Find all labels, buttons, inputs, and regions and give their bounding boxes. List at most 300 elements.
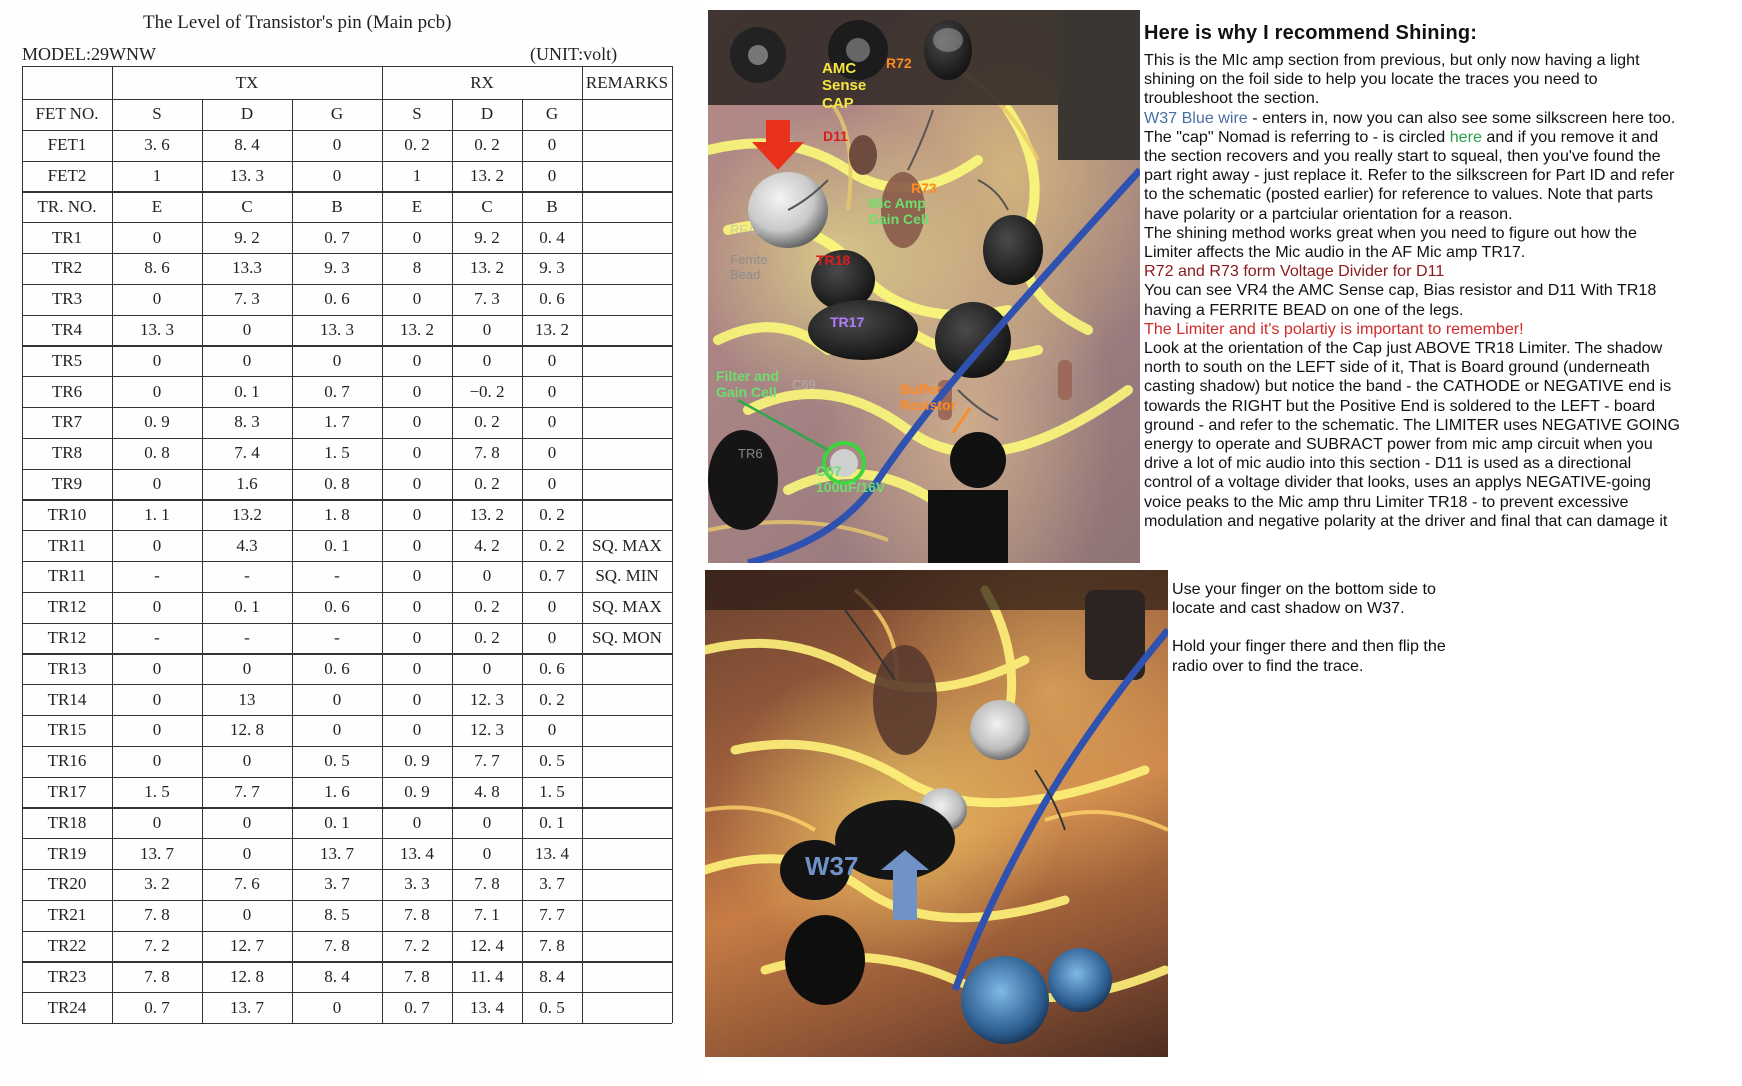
voltage-cell: 7. 2 [144,935,170,955]
corner-cell [22,66,112,99]
voltage-cell: 0. 2 [474,135,500,155]
row-label-cell: TR12 [47,597,87,617]
remarks-cell [582,715,672,746]
voltage-cell: 1 [152,165,162,185]
voltage-cell: 0 [482,843,492,863]
finger-note-line: Hold your finger there and then flip the [1172,637,1446,656]
article-line-w37: W37 Blue wire - enters in, now you can also see some silkscreen here too. [1144,108,1676,127]
row-label-cell: TR20 [47,874,87,894]
voltage-cell: 1 [412,165,422,185]
voltage-cell: 13. 2 [400,319,434,339]
voltage-cell: 13. 3 [320,319,354,339]
voltage-cell: 0 [482,319,492,339]
table-rule [112,66,113,1023]
voltage-cell: 0 [152,289,162,309]
table-rule [22,992,672,993]
voltage-cell: B [546,196,558,216]
row-label-cell: TR4 [51,319,83,339]
voltage-cell: 0 [412,381,422,401]
label-d11: D11 [823,128,848,144]
voltage-cell: E [411,196,423,216]
table-rule [22,838,672,839]
voltage-cell: 3. 6 [144,135,170,155]
voltage-cell: 3. 3 [404,874,430,894]
voltage-cell: 0. 5 [539,997,565,1017]
article-line: north to south on the LEFT side of it, That is Board ground (underneath [1144,358,1650,377]
voltage-cell: 13. 2 [470,504,504,524]
label-ferrite-bead: Ferrite Bead [730,252,768,282]
voltage-cell: 0 [482,566,492,586]
article-line: have polarity or a partciular orientation for a reason. [1144,204,1513,223]
table-rule [22,684,672,685]
table-rule [22,66,23,1023]
voltage-cell: 8. 4 [324,966,350,986]
voltage-cell: 12. 7 [230,935,264,955]
article-line: Look at the orientation of the Cap just ABOVE TR18 Limiter. The shadow [1144,339,1663,358]
voltage-cell: 0. 8 [324,473,350,493]
remarks-cell [582,992,672,1023]
voltage-cell: 0 [547,165,557,185]
voltage-cell: 7. 8 [324,935,350,955]
voltage-cell: 0 [412,720,422,740]
voltage-cell: - [244,566,250,586]
pcb-photo-top [708,10,1140,563]
silk-c69: C69 [792,377,816,392]
voltage-cell: 0 [152,658,162,678]
article-line: troubleshoot the section. [1144,89,1320,108]
article-line: You can see VR4 the AMC Sense cap, Bias resistor and D11 With TR18 [1144,281,1657,300]
article-heading: Here is why I recommend Shining: [1144,22,1478,44]
voltage-cell: 7. 1 [474,905,500,925]
voltage-cell: G [330,104,344,124]
voltage-cell: 7. 4 [234,443,260,463]
finger-note-line: locate and cast shadow on W37. [1172,599,1405,618]
voltage-cell: 0 [412,812,422,832]
row-label-cell: TR2 [51,258,83,278]
voltage-cell: 0. 7 [539,566,565,586]
voltage-cell: 13 [238,689,256,709]
sheet-unit: (UNIT:volt) [530,44,618,64]
article-text [1144,22,1736,531]
label-w37: W37 [805,851,859,881]
voltage-cell: 13.2 [232,504,262,524]
voltage-cell: 8. 4 [539,966,565,986]
table-rule [522,99,523,1023]
remarks-cell [582,345,672,376]
voltage-cell: 7. 2 [404,935,430,955]
voltage-cell: - [334,566,340,586]
voltage-cell: 0 [412,350,422,370]
voltage-cell: 1. 6 [324,781,350,801]
voltage-cell: 0 [547,443,557,463]
row-label-cell: TR6 [51,381,83,401]
table-rule [22,1023,672,1024]
voltage-cell: 0 [152,812,162,832]
voltage-cell: S [412,104,422,124]
voltage-cell: 0 [152,689,162,709]
voltage-cell: 0 [547,135,557,155]
voltage-cell: 1. 8 [324,504,350,524]
table-rule [22,130,672,131]
voltage-cell: 9. 2 [234,227,260,247]
label-r73: R73 [911,180,937,196]
voltage-cell: 0. 6 [324,658,350,678]
remarks-cell [582,222,672,253]
voltage-cell: 12. 3 [470,689,504,709]
remarks-cell: SQ. MAX [592,597,662,617]
table-rule [202,99,203,1023]
voltage-cell: 13. 3 [140,319,174,339]
voltage-cell: 7. 3 [234,289,260,309]
voltage-cell: 1. 5 [539,781,565,801]
voltage-cell: 8. 6 [144,258,170,278]
voltage-cell: 0. 7 [404,997,430,1017]
remarks-cell [582,777,672,808]
voltage-cell: 0 [242,843,252,863]
voltage-cell: 0. 9 [404,751,430,771]
voltage-cell: - [244,627,250,647]
voltage-cell: 12. 8 [230,720,264,740]
voltage-cell: 0 [412,627,422,647]
table-rule [22,222,672,223]
voltage-cell: 0 [412,504,422,524]
row-label-cell: FET NO. [35,104,99,124]
voltage-cell: 7. 8 [144,966,170,986]
table-rule [22,438,672,439]
remarks-cell [582,253,672,284]
voltage-cell: 0 [152,381,162,401]
table-rule [582,66,583,1023]
table-rule [22,66,672,67]
voltage-cell: −0. 2 [469,381,505,401]
table-rule [22,592,672,593]
label-buffer-resistor: Buffer Resistor [900,381,957,414]
remarks-cell [582,900,672,931]
voltage-cell: 7. 3 [474,289,500,309]
table-rule [22,653,672,654]
voltage-cell: 0. 1 [539,812,565,832]
voltage-cell: 0 [412,689,422,709]
voltage-cell: 9. 3 [324,258,350,278]
voltage-cell: 0 [152,535,162,555]
row-label-cell: TR10 [47,504,87,524]
voltage-cell: 0 [242,905,252,925]
voltage-cell: 0 [412,597,422,617]
voltage-cell: 0 [547,597,557,617]
voltage-cell: 0 [242,319,252,339]
voltage-cell: - [154,627,160,647]
voltage-cell: 12. 4 [470,935,504,955]
remarks-cell [582,653,672,684]
voltage-cell: 0 [332,350,342,370]
label-tr17: TR17 [830,314,865,330]
voltage-cell: 0. 9 [404,781,430,801]
row-label-cell: TR11 [47,566,87,586]
voltage-cell: 7. 7 [234,781,260,801]
voltage-cell: 13.3 [232,258,262,278]
voltage-cell: 0. 4 [539,227,565,247]
voltage-cell: 12. 3 [470,720,504,740]
remarks-cell [582,469,672,500]
table-rule [22,807,672,808]
table-rule [22,376,672,377]
label-amc-sense-cap: AMC Sense CAP [822,60,867,112]
remarks-cell [582,931,672,962]
table-rule [22,715,672,716]
voltage-cell: 3. 7 [324,874,350,894]
row-label-cell: TR15 [47,720,87,740]
remarks-cell: SQ. MON [592,627,662,647]
voltage-cell: 7. 7 [539,905,565,925]
voltage-cell: 7. 8 [404,905,430,925]
remarks-cell [582,961,672,992]
remarks-cell [582,746,672,777]
finger-note-line: radio over to find the trace. [1172,656,1364,675]
table-rule [22,530,672,531]
table-rule [22,99,672,100]
voltage-cell: 0. 5 [539,751,565,771]
label-r72: R72 [886,55,912,71]
row-label-cell: TR14 [47,689,87,709]
voltage-cell: 0 [547,412,557,432]
table-rule [22,499,672,500]
rx-header: RX [470,72,494,92]
article-line: energy to operate and SUBRACT power from mic amp circuit when you [1144,435,1653,454]
table-rule [22,777,672,778]
voltage-cell: 0 [412,443,422,463]
voltage-cell: 1. 5 [144,781,170,801]
row-label-cell: TR21 [47,905,87,925]
voltage-cell: 0. 2 [474,412,500,432]
remarks-cell [582,315,672,346]
voltage-cell: 0 [412,412,422,432]
row-label-cell: TR13 [47,658,87,678]
voltage-cell: 0. 6 [539,289,565,309]
row-label-cell: TR. NO. [37,196,97,216]
remarks-cell [582,376,672,407]
voltage-cell: 0 [482,812,492,832]
voltage-cell: 13. 7 [320,843,354,863]
table-rule [292,99,293,1023]
row-label-cell: TR18 [47,812,87,832]
voltage-cell: 0 [547,381,557,401]
voltage-cell: 0 [412,227,422,247]
article-line: voice peaks to the Mic amp thru Limiter TR18 - to prevent excessive [1144,492,1629,511]
voltage-cell: G [545,104,559,124]
voltage-cell: 0 [332,689,342,709]
voltage-cell: S [152,104,162,124]
article-line: ground - and refer to the schematic. The LIMITER uses NEGATIVE GOING [1144,415,1681,434]
table-rule [22,623,672,624]
table-rule [452,99,453,1023]
table-rule [22,345,672,346]
voltage-cell: 13. 4 [470,997,504,1017]
voltage-cell: 0. 1 [324,535,350,555]
voltage-cell: 0 [242,751,252,771]
remarks-cell [582,838,672,869]
voltage-cell: 0 [412,658,422,678]
voltage-cell: 0. 2 [474,473,500,493]
finger-note [1172,580,1446,676]
tx-header: TX [235,72,259,92]
voltage-cell: 8. 5 [324,905,350,925]
table-rule [22,931,672,932]
finger-note-spacer [1172,618,1446,637]
voltage-cell: 9. 2 [474,227,500,247]
voltage-cell: 0. 7 [324,227,350,247]
row-label-cell: FET1 [47,135,87,155]
sheet-title: The Level of Transistor's pin (Main pcb) [143,12,452,33]
table-rule [22,253,672,254]
voltage-cell: 13. 4 [535,843,569,863]
voltage-cell: 1. 1 [144,504,170,524]
voltage-cell: 0. 9 [144,412,170,432]
voltage-cell: 0. 2 [404,135,430,155]
label-tr18: TR18 [816,252,851,268]
row-label-cell: TR9 [51,473,83,493]
voltage-cell: 8. 4 [234,135,260,155]
remarks-cell [582,499,672,530]
voltage-cell: 0 [547,720,557,740]
article-line: Limiter affects the Mic audio in the AF Mic amp TR17. [1144,243,1526,262]
voltage-cell: 0. 6 [324,289,350,309]
finger-note-line: Use your finger on the bottom side to [1172,580,1436,598]
voltage-cell: 7. 8 [539,935,565,955]
pcb-photo-bottom [705,570,1168,1057]
row-label-cell: TR16 [47,751,87,771]
pcb-photo-bottom-art [705,570,1168,1057]
article-line: drive a lot of mic audio into this section - D11 is used as a directional [1144,454,1632,473]
table-rule [22,869,672,870]
voltage-cell: 8 [412,258,422,278]
voltage-cell: 4. 8 [474,781,500,801]
voltage-cell: 7. 8 [474,874,500,894]
voltage-cell: 13. 2 [470,258,504,278]
article-line: part right away - just replace it. Refer to the silkscreen for Part ID and refer [1144,166,1675,185]
voltage-cell: 0. 2 [474,597,500,617]
row-label-cell: TR22 [47,935,87,955]
voltage-cell: 11. 4 [470,966,504,986]
voltage-cell: 7. 6 [234,874,260,894]
voltage-cell: 4. 2 [474,535,500,555]
voltage-cell: 0. 2 [539,689,565,709]
voltage-cell: 0 [152,720,162,740]
article-line: towards the RIGHT but the Positive End is soldered to the LEFT - board [1144,396,1656,415]
table-rule [22,284,672,285]
voltage-cell: 13. 7 [140,843,174,863]
voltage-cell: 0 [482,658,492,678]
voltage-cell: 7. 8 [474,443,500,463]
voltage-divider-note: R72 and R73 form Voltage Divider for D11 [1144,262,1445,281]
voltage-table-sheet [0,0,700,1086]
remarks-cell [582,407,672,438]
article-line: casting shadow) but notice the band - the CATHODE or NEGATIVE end is [1144,377,1672,396]
article-line-cap: The "cap" Nomad is referring to - is circled here and if you remove it and [1144,127,1659,146]
voltage-cell: 4.3 [236,535,258,555]
row-label-cell: TR8 [51,443,83,463]
article-line: having a FERRITE BEAD on one of the legs. [1144,300,1464,319]
voltage-cell: 7. 7 [474,751,500,771]
voltage-cell: 0 [332,720,342,740]
remarks-cell: SQ. MIN [595,566,659,586]
voltage-cell: 0 [412,473,422,493]
remarks-cell [582,284,672,315]
voltage-cell: 3. 2 [144,874,170,894]
voltage-cell: B [331,196,343,216]
remarks-header: REMARKS [585,72,669,92]
article-line: modulation and negative polarity at the driver and final that can damage it [1144,511,1668,530]
label-c67: C67 100uF/16V [816,463,886,496]
sheet-model: MODEL:29WNW [22,44,156,64]
remarks-cell [582,869,672,900]
voltage-cell: 13. 4 [400,843,434,863]
row-label-cell: TR24 [47,997,87,1017]
remarks-cell [582,191,672,222]
row-label-cell: TR17 [47,781,87,801]
silk-tr6: TR6 [738,446,763,461]
voltage-cell: C [241,196,253,216]
voltage-cell: 0 [547,350,557,370]
voltage-cell: 0. 1 [234,597,260,617]
row-label-cell: TR11 [47,535,87,555]
remarks-cell: SQ. MAX [592,535,662,555]
article-line: control of a voltage divider that looks, uses an applys NEGATIVE-going [1144,473,1651,492]
table-rule [22,469,672,470]
row-label-cell: TR19 [47,843,87,863]
row-label-cell: TR3 [51,289,83,309]
remarks-cell [582,99,672,130]
voltage-cell: 7. 8 [404,966,430,986]
table-rule [22,746,672,747]
voltage-cell: 0 [152,350,162,370]
voltage-cell: 0. 2 [474,627,500,647]
table-rule [672,66,673,1023]
article-line: to the schematic (posted earlier) for reference to values. Note that parts [1144,185,1653,204]
table-rule [22,900,672,901]
silk-rfg: RF.G [730,222,760,237]
voltage-cell: 0 [152,227,162,247]
voltage-cell: 1. 5 [324,443,350,463]
voltage-cell: 7. 8 [144,905,170,925]
voltage-cell: 0. 6 [324,597,350,617]
voltage-cell: 0 [412,289,422,309]
voltage-cell: 0 [412,566,422,586]
voltage-cell: 0 [242,350,252,370]
label-filter-gain-cell: Filter and Gain Cell [716,368,780,401]
voltage-cell: C [481,196,493,216]
voltage-cell: 0 [547,627,557,647]
voltage-cell: 13. 2 [470,165,504,185]
article-line: shining on the foil side to help you locate the traces you need to [1144,70,1598,89]
row-label-cell: TR7 [51,412,83,432]
voltage-cell: 8. 3 [234,412,260,432]
voltage-cell: 13. 3 [230,165,264,185]
limiter-warning: The Limiter and it's polartiy is important to remember! [1144,319,1524,338]
voltage-cell: D [240,104,254,124]
voltage-cell: 1. 7 [324,412,350,432]
voltage-cell: 0 [242,812,252,832]
remarks-cell [582,684,672,715]
voltage-cell: 0 [547,473,557,493]
table-rule [22,161,672,162]
voltage-cell: 0. 1 [324,812,350,832]
table-rule [22,561,672,562]
w37-blue-wire-text: W37 Blue wire [1144,108,1248,127]
remarks-cell [582,807,672,838]
voltage-cell: 0 [412,535,422,555]
voltage-cell: - [334,627,340,647]
row-label-cell: FET2 [47,165,87,185]
